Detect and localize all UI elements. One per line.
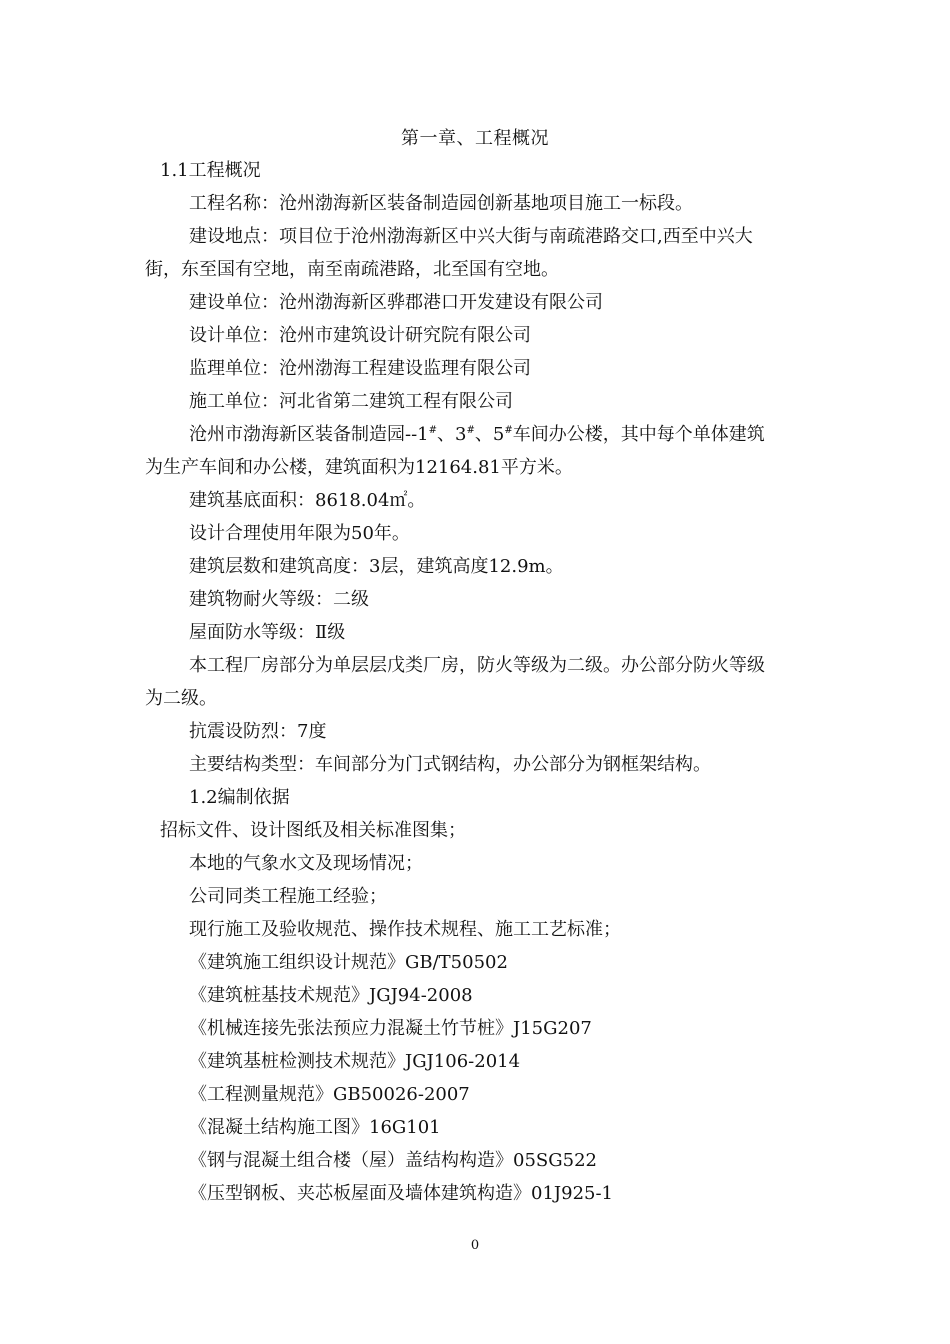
basis-item: 《机械连接先张法预应力混凝土竹节桩》J15G207 — [189, 1018, 592, 1039]
plant-description-line1: 本工程厂房部分为单层层戊类厂房，防火等级为二级。办公部分防火等级 — [189, 655, 765, 676]
roof-waterproof-rating: 屋面防水等级：Ⅱ级 — [189, 622, 346, 643]
section-heading-1-1: 1.1工程概况 — [160, 160, 261, 181]
basis-item: 《建筑基桩检测技术规范》JGJ106-2014 — [189, 1051, 521, 1072]
building-description-line1 — [189, 422, 765, 448]
basis-item: 《建筑桩基技术规范》JGJ94-2008 — [189, 985, 473, 1006]
building-description-line2: 为生产车间和办公楼，建筑面积为12164.81平方米。 — [145, 457, 573, 478]
site-location-line2: 街，东至国有空地，南至南疏港路，北至国有空地。 — [145, 259, 559, 280]
basis-item: 本地的气象水文及现场情况； — [189, 853, 423, 874]
section-heading-1-2: 1.2编制依据 — [189, 787, 290, 808]
chapter-title: 第一章、工程概况 — [401, 128, 549, 149]
base-area: 建筑基底面积：8618.04㎡。 — [189, 490, 426, 511]
design-life: 设计合理使用年限为50年。 — [189, 523, 410, 544]
basis-item: 《建筑施工组织设计规范》GB/T50502 — [189, 952, 508, 973]
project-name: 工程名称：沧州渤海新区装备制造园创新基地项目施工一标段。 — [189, 193, 693, 214]
floors-and-height: 建筑层数和建筑高度：3层，建筑高度12.9m。 — [189, 556, 564, 577]
desc-sup-1: # — [428, 425, 438, 436]
basis-item: 《工程测量规范》GB50026-2007 — [189, 1084, 470, 1105]
desc-sup-3: # — [504, 425, 513, 436]
plant-description-line2: 为二级。 — [145, 688, 217, 709]
desc-sup-2: # — [466, 425, 475, 436]
basis-item: 现行施工及验收规范、操作技术规程、施工工艺标准； — [189, 919, 621, 940]
desc-text-4: 车间办公楼，其中每个单体建筑 — [512, 424, 765, 445]
design-unit: 设计单位：沧州市建筑设计研究院有限公司 — [189, 325, 531, 346]
desc-text-1: 沧州市渤海新区装备制造园--1 — [189, 424, 429, 445]
page-number: 0 — [470, 1238, 480, 1253]
basis-item: 《混凝土结构施工图》16G101 — [189, 1117, 441, 1138]
basis-item: 《钢与混凝土组合楼（屋）盖结构构造》05SG522 — [189, 1150, 597, 1171]
seismic-intensity: 抗震设防烈：7度 — [189, 721, 327, 742]
desc-text-2: 、3 — [437, 424, 467, 445]
site-location-line1: 建设地点：项目位于沧州渤海新区中兴大街与南疏港路交口,西至中兴大 — [189, 226, 753, 247]
basis-item: 公司同类工程施工经验； — [189, 886, 387, 907]
desc-text-3: 、5 — [474, 424, 505, 445]
basis-item: 招标文件、设计图纸及相关标准图集； — [160, 820, 466, 841]
construction-unit: 施工单位：河北省第二建筑工程有限公司 — [189, 391, 513, 412]
supervision-unit: 监理单位：沧州渤海工程建设监理有限公司 — [189, 358, 531, 379]
basis-item: 《压型钢板、夹芯板屋面及墙体建筑构造》01J925-1 — [189, 1183, 614, 1204]
fire-resistance-rating: 建筑物耐火等级：二级 — [189, 589, 369, 610]
structure-type: 主要结构类型：车间部分为门式钢结构，办公部分为钢框架结构。 — [189, 754, 711, 775]
owner-unit: 建设单位：沧州渤海新区骅郡港口开发建设有限公司 — [189, 292, 603, 313]
